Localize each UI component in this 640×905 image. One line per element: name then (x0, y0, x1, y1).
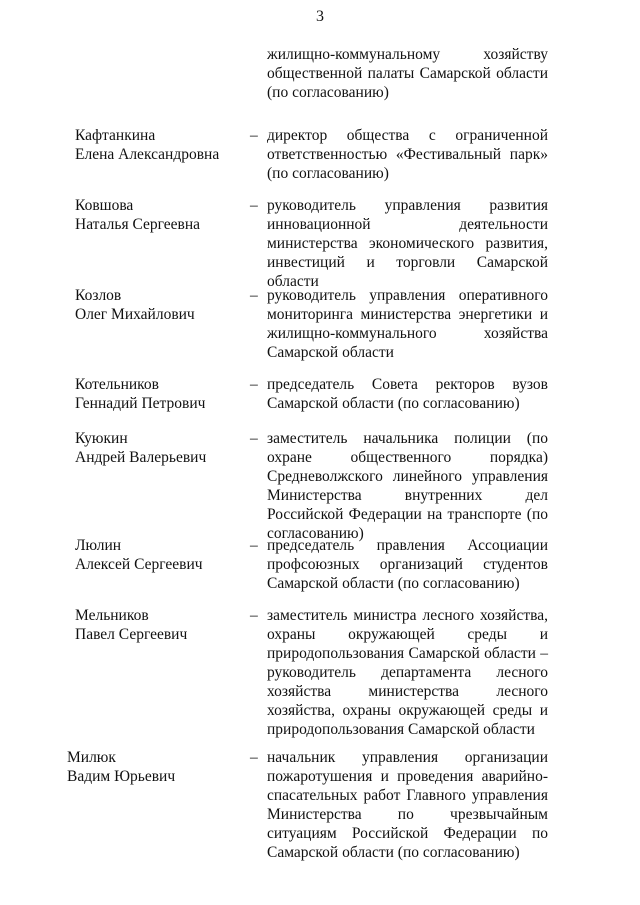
member-name (75, 375, 250, 413)
page-number: 3 (316, 8, 324, 25)
member-given-names: Андрей Валерьевич (75, 449, 207, 466)
member-surname: Ковшова (75, 197, 134, 214)
member-given-names: Вадим Юрьевич (67, 768, 176, 785)
member-surname: Козлов (75, 287, 122, 304)
dash-separator: – (250, 376, 258, 393)
member-position: руководитель управления оперативного мониторинга министерства энергетики и жилищно-коммунального хозяйства Самарской области (267, 287, 548, 361)
member-given-names: Наталья Сергеевна (75, 216, 201, 233)
member-position: руководитель управления развития инновационной деятельности министерства экономического развития, инвестиций и торговли Самарской области (267, 197, 548, 290)
member-surname: Милюк (67, 749, 116, 766)
member-given-names: Олег Михайлович (75, 306, 195, 323)
member-position: директор общества с ограниченной ответственностью «Фестивальный парк» (по согласованию) (267, 127, 548, 182)
member-surname: Люлин (75, 537, 122, 554)
member-position: председатель правления Ассоциации профсоюзных организаций студентов Самарской области (по согласованию) (267, 537, 548, 592)
member-given-names: Алексей Сергеевич (75, 556, 203, 573)
member-position: заместитель министра лесного хозяйства, охраны окружающей среды и природопользования Самарской области – руководитель департамента лесного хозяйства министерства лесного хозяйства, охраны окружающей среды и природопользования Самарской области (267, 607, 548, 738)
member-position: председатель Совета ректоров вузов Самарской области (по согласованию) (267, 376, 548, 412)
member-position: заместитель начальника полиции (по охране общественного порядка) Средневолжского линейного управления Министерства внутренних дел Российской Федерации на транспорте (по согласованию) (267, 430, 548, 542)
member-name (67, 748, 242, 786)
member-name (75, 196, 250, 234)
member-name (75, 126, 250, 164)
dash-separator: – (250, 537, 258, 554)
member-given-names: Геннадий Петрович (75, 395, 206, 412)
member-surname: Мельников (75, 607, 149, 624)
member-surname: Кафтанкина (75, 127, 156, 144)
dash-separator: – (250, 430, 258, 447)
member-given-names: Павел Сергеевич (75, 626, 188, 643)
member-name (75, 429, 250, 467)
member-name (75, 536, 250, 574)
member-name (75, 286, 250, 324)
member-surname: Котельников (75, 376, 159, 393)
continuation-position: жилищно-коммунальному хозяйству общественной палаты Самарской области (по согласованию) (267, 46, 548, 101)
member-position: начальник управления организации пожаротушения и проведения аварийно-спасательных работ Главного управления Министерства по чрезвычайным ситуациям Российской Федерации по Самарской области (по согласованию) (267, 749, 548, 861)
member-given-names: Елена Александровна (75, 146, 220, 163)
dash-separator: – (250, 197, 258, 214)
member-name (75, 606, 250, 644)
dash-separator: – (250, 749, 258, 766)
member-surname: Куюкин (75, 430, 128, 447)
dash-separator: – (250, 287, 258, 304)
dash-separator: – (250, 127, 258, 144)
dash-separator: – (250, 607, 258, 624)
